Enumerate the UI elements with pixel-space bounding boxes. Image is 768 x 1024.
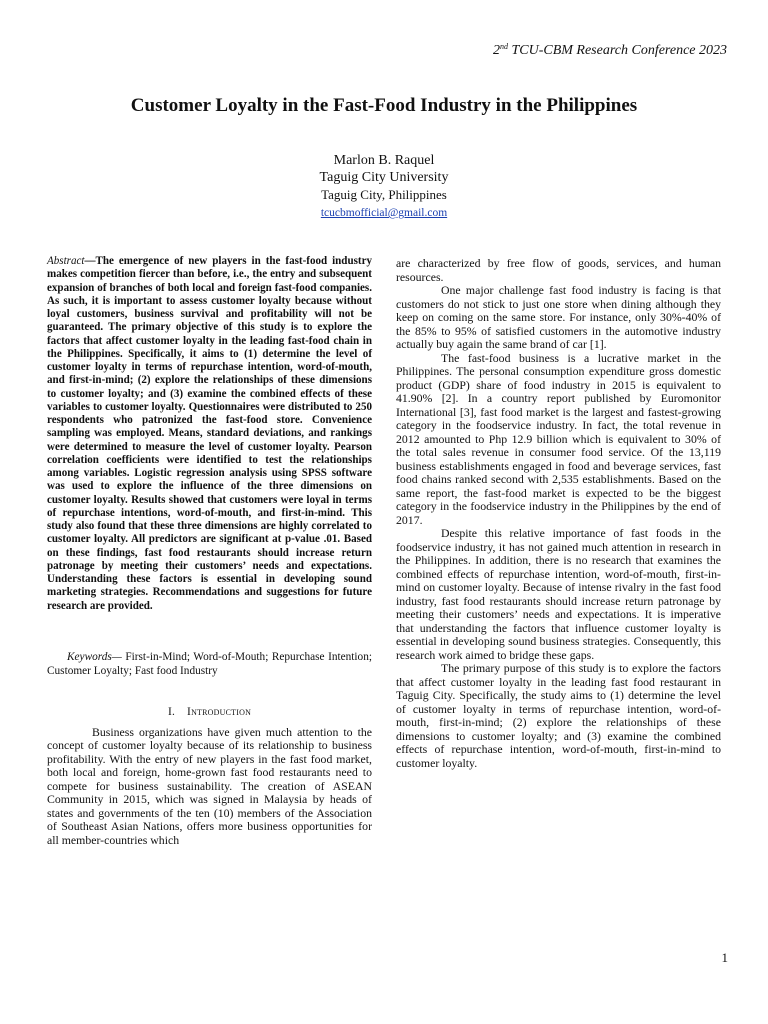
conference-ordinal-suffix: nd [499,42,508,51]
author-location: Taguig City, Philippines [321,187,447,202]
keywords-text: First-in-Mind; Word-of-Mouth; Repurchase Intention; Customer Loyalty; Fast food Industry [47,650,372,677]
left-column [47,255,372,847]
section-title: Introduction [187,705,252,718]
conference-name: TCU-CBM Research Conference 2023 [507,43,727,58]
section-number: I. [167,705,176,718]
keywords [47,650,372,678]
abstract-dash: — [84,255,96,267]
body-paragraph: Business organizations have given much attention to the concept of customer loyalty because of its relationship to business profitability. With the entry of new players in the fast food market, both local and foreign, home-grown fast food restaurants need to compete for business sustainability. The creation of ASEAN Community in 2015, which was signed in Malaysia by heads of states and governments of the ten (10) members of the Association of Southeast Asian Nations, offers more business opportunities for all member-countries which [47,724,372,847]
paper-title: Customer Loyalty in the Fast-Food Industry in the Philippines [130,95,638,116]
body-paragraph: The fast-food business is a lucrative market in the Philippines. The personal consumption expenditure gross domestic product (GDP) share of food industry in 2015 is equivalent to 41.90% [2]. In a country report published by Euromonitor International [3], fast food market is the largest and fastest-growing category in the foodservice industry. In fact, the total revenue in 2012 amounted to Php 12.9 billion which is equivalent to 30% of the total sales revenue in consumer food service. Of the 13,119 business establishments engaged in food and beverage services, fast food chains ranked second with 2,535 establishments. Based on the same report, the fast-food market is expected to be the biggest category in the foodservice industry in the Philippines by the end of 2017. [396,350,721,527]
keywords-label: Keywords— [67,650,122,663]
conference-header [493,42,727,59]
author-block [0,152,768,222]
author-affiliation: Taguig City University [319,170,449,185]
body-paragraph: The primary purpose of this study is to explore the factors that affect customer loyalty in the leading fast food restaurant in Taguig City. Specifically, the study aims to (1) determine the level of customer loyalty in terms of repurchase intention, word-of-mouth, first-in-mind; (2) explore the relationships of these dimensions to customer loyalty; and (3) examine the combined effects of repurchase intention, word-of-mouth, first-in-mind to customer loyalty. [396,661,721,770]
abstract-text: The emergence of new players in the fast-food industry makes competition fiercer than before, i.e., the entry and subsequent expansion of branches of both local and foreign fast-food companies. As such, it is important to assess customer loyalty because without loyal customers, business survival and profitability will not be guaranteed. The primary objective of this study is to explore the factors that affect customer loyalty in the leading fast-food chain in the Philippines. Specifically, it aims to (1) determine the level of customer loyalty in terms of repurchase intention, word-of-mouth, and first-in-mind; (2) explore the relationships of these dimensions to customer loyalty; and (3) examine the combined effects of these variables to customer loyalty. Questionnaires were distributed to 250 respondents who patronized the fast-food store. Convenience sampling was employed. Means, standard deviations, and rankings were determined to measure the level of customer loyalty. Pearson correlation coefficients were identified to test the relationships among variables. Logistic regression analysis using SPSS software was used to explore the influence of the three dimensions on customer loyalty. Results showed that customers were loyal in terms of repurchase intentions, word-of-mouth, and first-in-mind. This study also found that these three dimensions are highly correlated to customer loyalty. All predictors are significant at p-value .01. Based on these findings, fast food restaurants should increase return patronage by meeting their customers’ needs and expectations. Understanding these factors is essential in developing sound marketing strategies. Recommendations and suggestions for future research are provided. [47,255,372,612]
right-column [396,257,721,770]
author-email-link[interactable]: tcucbmofficial@gmail.com [320,207,448,219]
author-name: Marlon B. Raquel [333,153,435,168]
abstract-label: Abstract [47,255,85,267]
body-paragraph-continued: are characterized by free flow of goods, services, and human resources. [396,256,721,284]
page-number: 1 [721,950,728,965]
abstract [47,255,372,613]
conference-ordinal: 2 [492,43,500,58]
body-paragraph: Despite this relative importance of fast foods in the foodservice industry, it has not gained much attention in research in the Philippines. In addition, there is no research that examines the combined effects of repurchase intention, word-of-mouth, first-in-mind on customer loyalty. Because of intense rivalry in the fast food industry, fast food restaurants should increase return patronage by meeting their customers’ needs and expectations. It is imperative that understanding the factors that influence customer loyalty is essential in developing sound business strategies. Consequently, this research work aimed to bridge these gaps. [396,526,721,662]
section-heading-introduction [47,706,372,718]
body-paragraph: One major challenge fast food industry is facing is that customers do not stick to just one store when dining although they keep on coming on the same store. For instance, only 30%-40% of the 85% to 95% of satisfied customers in the automotive industry actually buy again the same brand of car [1]. [396,283,721,351]
